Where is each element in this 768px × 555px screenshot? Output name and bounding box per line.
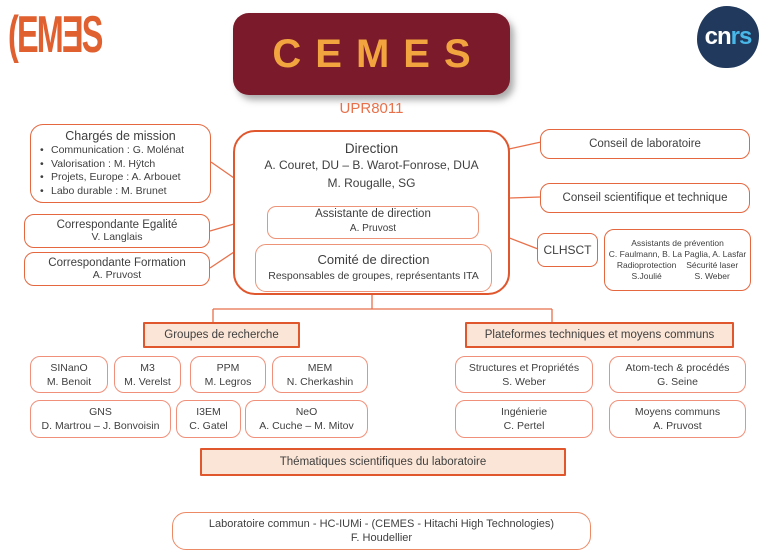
cnrs-logo-text-blue: rs [730, 23, 752, 50]
prevention-columns [607, 260, 748, 282]
thematiques-box [200, 448, 566, 476]
box-names: C. Faulmann, B. La Paglia, A. Lasfar [608, 249, 747, 259]
group-lead: A. Cuche – M. Mitov [259, 420, 354, 432]
labo-line1: Laboratoire commun - HC-IUMi - (CEMES - Hitachi High Technologies) [208, 518, 555, 530]
box-title: Conseil de laboratoire [589, 138, 701, 150]
charges-item: • Labo durable : M. Brunet [37, 185, 204, 199]
box-subtitle: Responsables de groupes, représentants ITA [268, 269, 479, 282]
title-banner [233, 13, 510, 95]
correspondante-formation-box [24, 252, 210, 286]
direction-title: Direction [344, 141, 399, 156]
box-title: Correspondante Formation [48, 257, 186, 269]
group-lead: M. Verelst [124, 375, 171, 388]
platform-box-atomtech [609, 356, 746, 393]
cnrs-logo-text-white: cn [704, 23, 731, 50]
correspondante-egalite-box [24, 214, 210, 248]
box-name: A. Pruvost [349, 222, 397, 234]
direction-box [233, 130, 510, 295]
group-name: MEM [307, 361, 333, 374]
col-title: Radioprotection [616, 260, 677, 270]
header-label: Groupes de recherche [164, 329, 279, 341]
thematiques-label: Thématiques scientifiques du laboratoire [279, 456, 487, 468]
cemes-logo: (EMƎS [8, 4, 102, 64]
platform-box-moyens [609, 400, 746, 438]
charges-item: • Projets, Europe : A. Arbouet [37, 171, 204, 185]
platform-box-structures [455, 356, 593, 393]
box-title: Assistante de direction [315, 207, 431, 220]
plateformes-header [465, 322, 734, 348]
group-name: PPM [216, 361, 240, 374]
page-title: CEMES [272, 31, 485, 76]
group-lead: C. Gatel [189, 420, 228, 432]
platform-lead: G. Seine [657, 375, 698, 388]
box-name: V. Langlais [91, 231, 143, 243]
box-title: CLHSCT [543, 243, 592, 257]
group-name: GNS [89, 406, 112, 418]
group-box-neo [245, 400, 368, 438]
group-box-ppm [190, 356, 266, 393]
charges-de-mission-box [30, 124, 211, 203]
assistante-box [267, 206, 479, 239]
platform-lead: A. Pruvost [653, 420, 702, 432]
platform-name: Ingénierie [500, 406, 548, 418]
group-lead: M. Legros [204, 375, 252, 388]
laboratoire-commun-box [172, 512, 591, 550]
securite-laser-col [686, 260, 738, 282]
col-name: S.Joulié [631, 271, 662, 281]
platform-name: Moyens communs [634, 406, 721, 418]
cnrs-logo [697, 6, 759, 68]
box-title: Assistants de prévention [631, 238, 724, 248]
unit-code: UPR8011 [339, 100, 404, 117]
comite-box [255, 244, 492, 292]
group-name: NeO [295, 406, 318, 418]
labo-line2: F. Houdellier [350, 532, 413, 544]
charges-item: • Communication : G. Molénat [37, 144, 204, 158]
box-title: Conseil scientifique et technique [562, 192, 728, 204]
group-name: SINanO [50, 361, 88, 374]
group-lead: M. Benoit [46, 375, 92, 388]
clhsct-box [537, 233, 598, 267]
charges-list [37, 144, 204, 198]
group-box-gns [30, 400, 171, 438]
direction-line1: A. Couret, DU – B. Warot-Fonrose, DUA [264, 158, 479, 172]
header-label: Plateformes techniques et moyens communs [484, 329, 715, 341]
platform-lead: S. Weber [502, 375, 546, 388]
group-box-i3em [176, 400, 241, 438]
conseil-laboratoire-box [540, 129, 750, 159]
conseil-scientifique-box [540, 183, 750, 213]
group-name: M3 [140, 361, 155, 374]
charges-title: Chargés de mission [65, 129, 176, 143]
group-box-mem [272, 356, 368, 393]
platform-name: Structures et Propriétés [468, 361, 580, 374]
charges-item: • Valorisation : M. Hÿtch [37, 158, 204, 172]
direction-line2: M. Rougalle, SG [327, 176, 416, 190]
group-name: I3EM [196, 406, 221, 418]
assistants-prevention-box [604, 229, 751, 291]
col-name: S. Weber [694, 271, 730, 281]
box-title: Correspondante Egalité [56, 219, 178, 231]
radioprotection-col [617, 260, 677, 282]
col-title: Sécurité laser [686, 260, 739, 270]
platform-name: Atom-tech & procédés [625, 361, 730, 374]
group-lead: D. Martrou – J. Bonvoisin [41, 420, 160, 432]
group-box-sinano [30, 356, 108, 393]
group-lead: N. Cherkashin [286, 375, 354, 388]
box-name: A. Pruvost [92, 269, 142, 281]
platform-lead: C. Pertel [503, 420, 545, 432]
groupes-header [143, 322, 300, 348]
box-title: Comité de direction [317, 251, 430, 267]
group-box-m3 [114, 356, 181, 393]
platform-box-ingenierie [455, 400, 593, 438]
